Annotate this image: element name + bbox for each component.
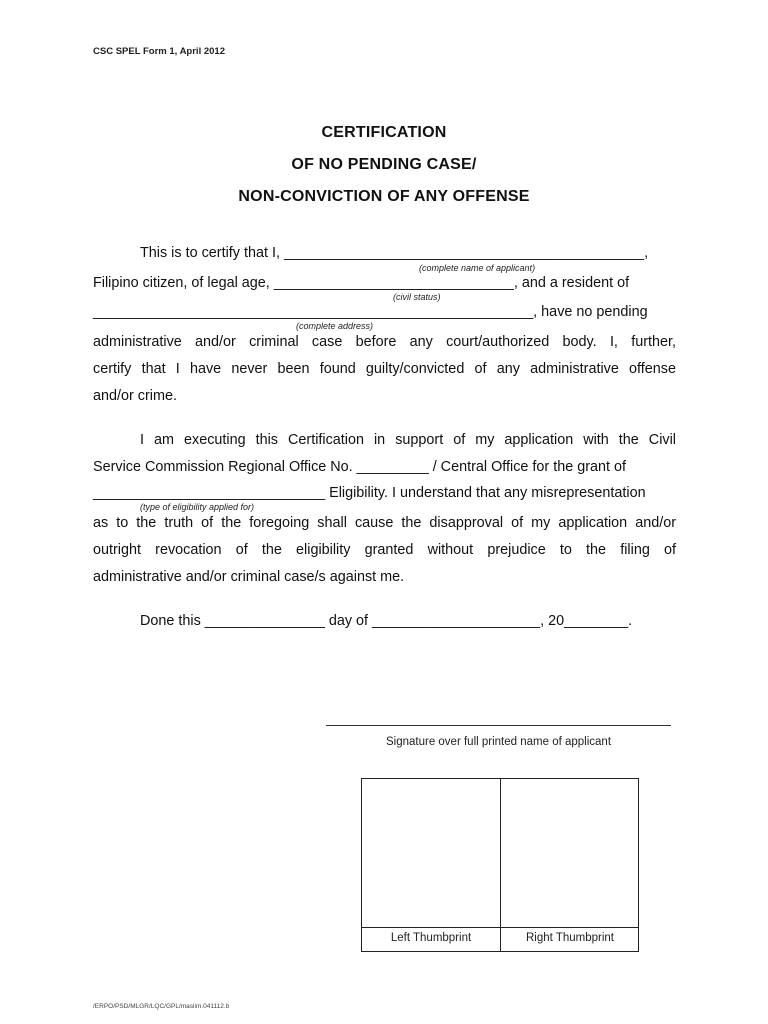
- title-line-1: CERTIFICATION: [321, 124, 447, 141]
- signature-caption: Signature over full printed name of applicant: [385, 736, 612, 748]
- form-code: CSC SPEL Form 1, April 2012: [93, 46, 225, 57]
- p2-line-6: administrative and/or criminal case/s against me.: [93, 569, 405, 585]
- p1-line-5: certify that I have never been found guilty/convicted of any administrative offense: [93, 361, 676, 377]
- p2-line-3: _____________________________ Eligibility. I understand that any misrepresentation: [93, 485, 646, 501]
- done-this-line: Done this _______________ day of _____________________, 20________.: [140, 613, 633, 629]
- p1-line-4: administrative and/or criminal case before any court/authorized body. I, further,: [93, 334, 676, 350]
- p2-line-2: Service Commission Regional Office No. _________ / Central Office for the grant of: [93, 459, 626, 475]
- caption-eligibility-type: (type of eligibility applied for): [140, 502, 255, 512]
- title-line-3: NON-CONVICTION OF ANY OFFENSE: [238, 188, 530, 205]
- p1-line-1: This is to certify that I, _____________________________________________,: [140, 245, 649, 261]
- right-thumbprint-label: Right Thumbprint: [526, 932, 614, 944]
- p2-line-5: outright revocation of the eligibility granted without prejudice to the filing of: [93, 542, 676, 558]
- p1-line-6: and/or crime.: [93, 388, 177, 404]
- footer-reference-code: /ERPO/PSD/MLGR/LQC/GPL/maslim.041112.b: [93, 1003, 230, 1010]
- caption-applicant-name: (complete name of applicant): [419, 263, 536, 273]
- p2-line-1: I am executing this Certification in support of my application with the Civil: [140, 432, 676, 448]
- thumbprint-divider: [500, 779, 501, 951]
- p2-line-4: as to the truth of the foregoing shall cause the disapproval of my application and/or: [93, 515, 676, 531]
- title-line-2: OF NO PENDING CASE/: [291, 156, 477, 173]
- thumbprint-label-row: [362, 927, 638, 951]
- left-thumbprint-label: Left Thumbprint: [390, 932, 472, 944]
- caption-civil-status: (civil status): [393, 292, 441, 302]
- caption-address: (complete address): [296, 321, 374, 331]
- signature-line: [326, 725, 671, 726]
- p1-line-3: _______________________________________________________, have no pending: [93, 304, 648, 320]
- p1-line-2: Filipino citizen, of legal age, ______________________________, and a resident of: [93, 275, 630, 291]
- thumbprint-box: [361, 778, 639, 952]
